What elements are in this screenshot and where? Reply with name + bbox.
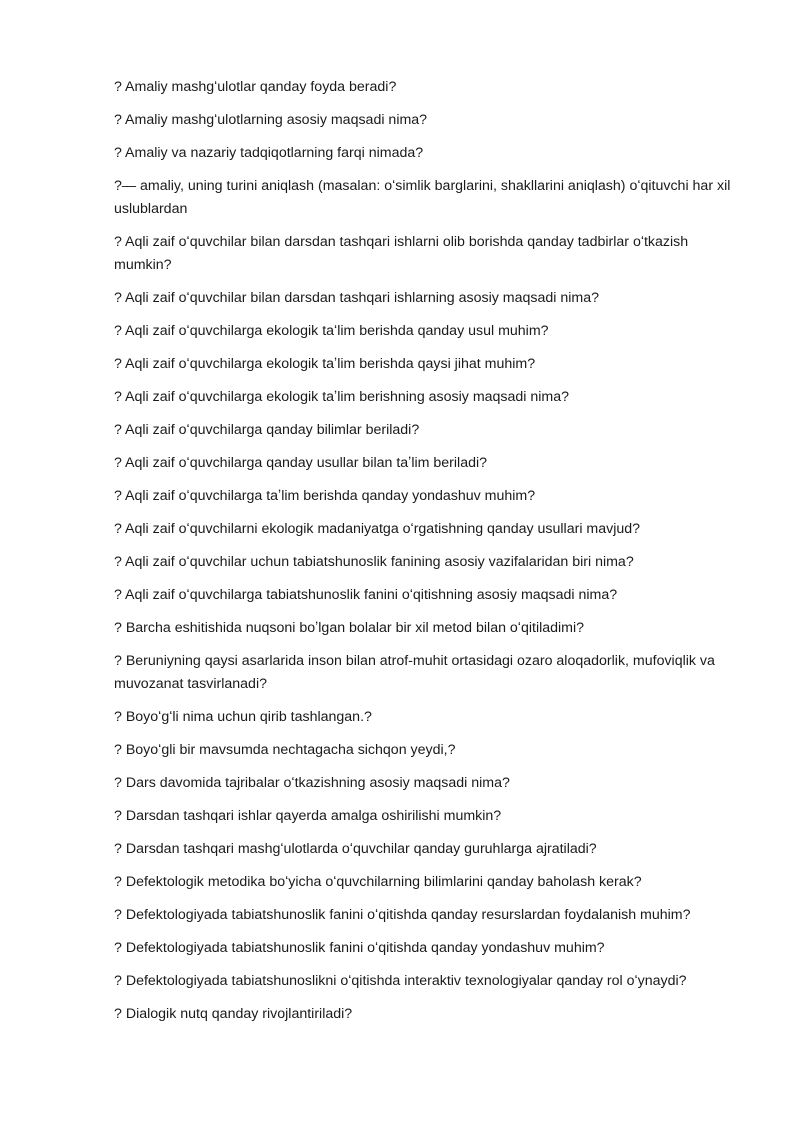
list-item: ? Aqli zaif oʻquvchilarga qanday usullar bilan taʼlim beriladi?: [114, 455, 488, 471]
list-item: ? Amaliy mashgʻulotlarning asosiy maqsadi nima?: [114, 112, 428, 128]
list-item: ? Aqli zaif oʻquvchilarga taʼlim berishda qanday yondashuv muhim?: [114, 488, 536, 504]
list-item: ? Dialogik nutq qanday rivojlantiriladi?: [114, 1006, 353, 1022]
list-item: ? Aqli zaif oʻquvchilarni ekologik madaniyatga oʻrgatishning qanday usullari mavjud?: [114, 521, 641, 537]
list-item: ? Barcha eshitishida nuqsoni boʼlgan bolalar bir xil metod bilan oʻqitiladimi?: [114, 620, 585, 636]
list-item: ? Amaliy mashgʻulotlar qanday foyda beradi?: [114, 79, 397, 95]
question-list: [114, 76, 746, 1036]
list-item: ? Beruniyning qaysi asarlarida inson bilan atrof-muhit ortasidagi ozaro aloqadorlik, mufoviqlik va muvozanat tasvirlanadi?: [114, 653, 715, 692]
list-item: ? Dars davomida tajribalar oʻtkazishning asosiy maqsadi nima?: [114, 775, 510, 791]
list-item: ?— amaliy, uning turini aniqlash (masalan: oʻsimlik barglarini, shakllarini aniqlash) oʻqituvchi har xil uslublardan: [114, 178, 731, 217]
list-item: ? Darsdan tashqari ishlar qayerda amalga oshirilishi mumkin?: [114, 808, 502, 824]
list-item: ? Defektologiyada tabiatshunoslik fanini oʻqitishda qanday resurslardan foydalanish muhim?: [114, 907, 691, 923]
list-item: ? Aqli zaif oʻquvchilar uchun tabiatshunoslik fanining asosiy vazifalaridan biri nima?: [114, 554, 634, 570]
list-item: ? Aqli zaif oʻquvchilar bilan darsdan tashqari ishlarning asosiy maqsadi nima?: [114, 290, 600, 306]
list-item: ? Aqli zaif oʻquvchilarga ekologik taʼlim berishda qaysi jihat muhim?: [114, 356, 536, 372]
list-item: ? Aqli zaif oʻquvchilar bilan darsdan tashqari ishlarni olib borishda qanday tadbirlar oʻtkazish mumkin?: [114, 234, 689, 273]
list-item: ? Aqli zaif oʻquvchilarga tabiatshunoslik fanini oʻqitishning asosiy maqsadi nima?: [114, 587, 618, 603]
list-item: ? Darsdan tashqari mashgʻulotlarda oʻquvchilar qanday guruhlarga ajratiladi?: [114, 841, 597, 857]
list-item: ? Defektologik metodika boʻyicha oʻquvchilarning bilimlarini qanday baholash kerak?: [114, 874, 642, 890]
list-item: ? Defektologiyada tabiatshunoslik fanini oʻqitishda qanday yondashuv muhim?: [114, 940, 605, 956]
list-item: ? Boyoʻgʻli nima uchun qirib tashlangan.?: [114, 709, 372, 725]
list-item: ? Defektologiyada tabiatshunoslikni oʻqitishda interaktiv texnologiyalar qanday rol oʻynaydi?: [114, 973, 687, 989]
list-item: ? Aqli zaif oʻquvchilarga qanday bilimlar beriladi?: [114, 422, 420, 438]
list-item: ? Aqli zaif oʻquvchilarga ekologik taʻlim berishda qanday usul muhim?: [114, 323, 549, 339]
list-item: ? Aqli zaif oʻquvchilarga ekologik taʼlim berishning asosiy maqsadi nima?: [114, 389, 570, 405]
list-item: ? Amaliy va nazariy tadqiqotlarning farqi nimada?: [114, 145, 424, 161]
list-item: ? Boyoʻgli bir mavsumda nechtagacha sichqon yeydi,?: [114, 742, 456, 758]
